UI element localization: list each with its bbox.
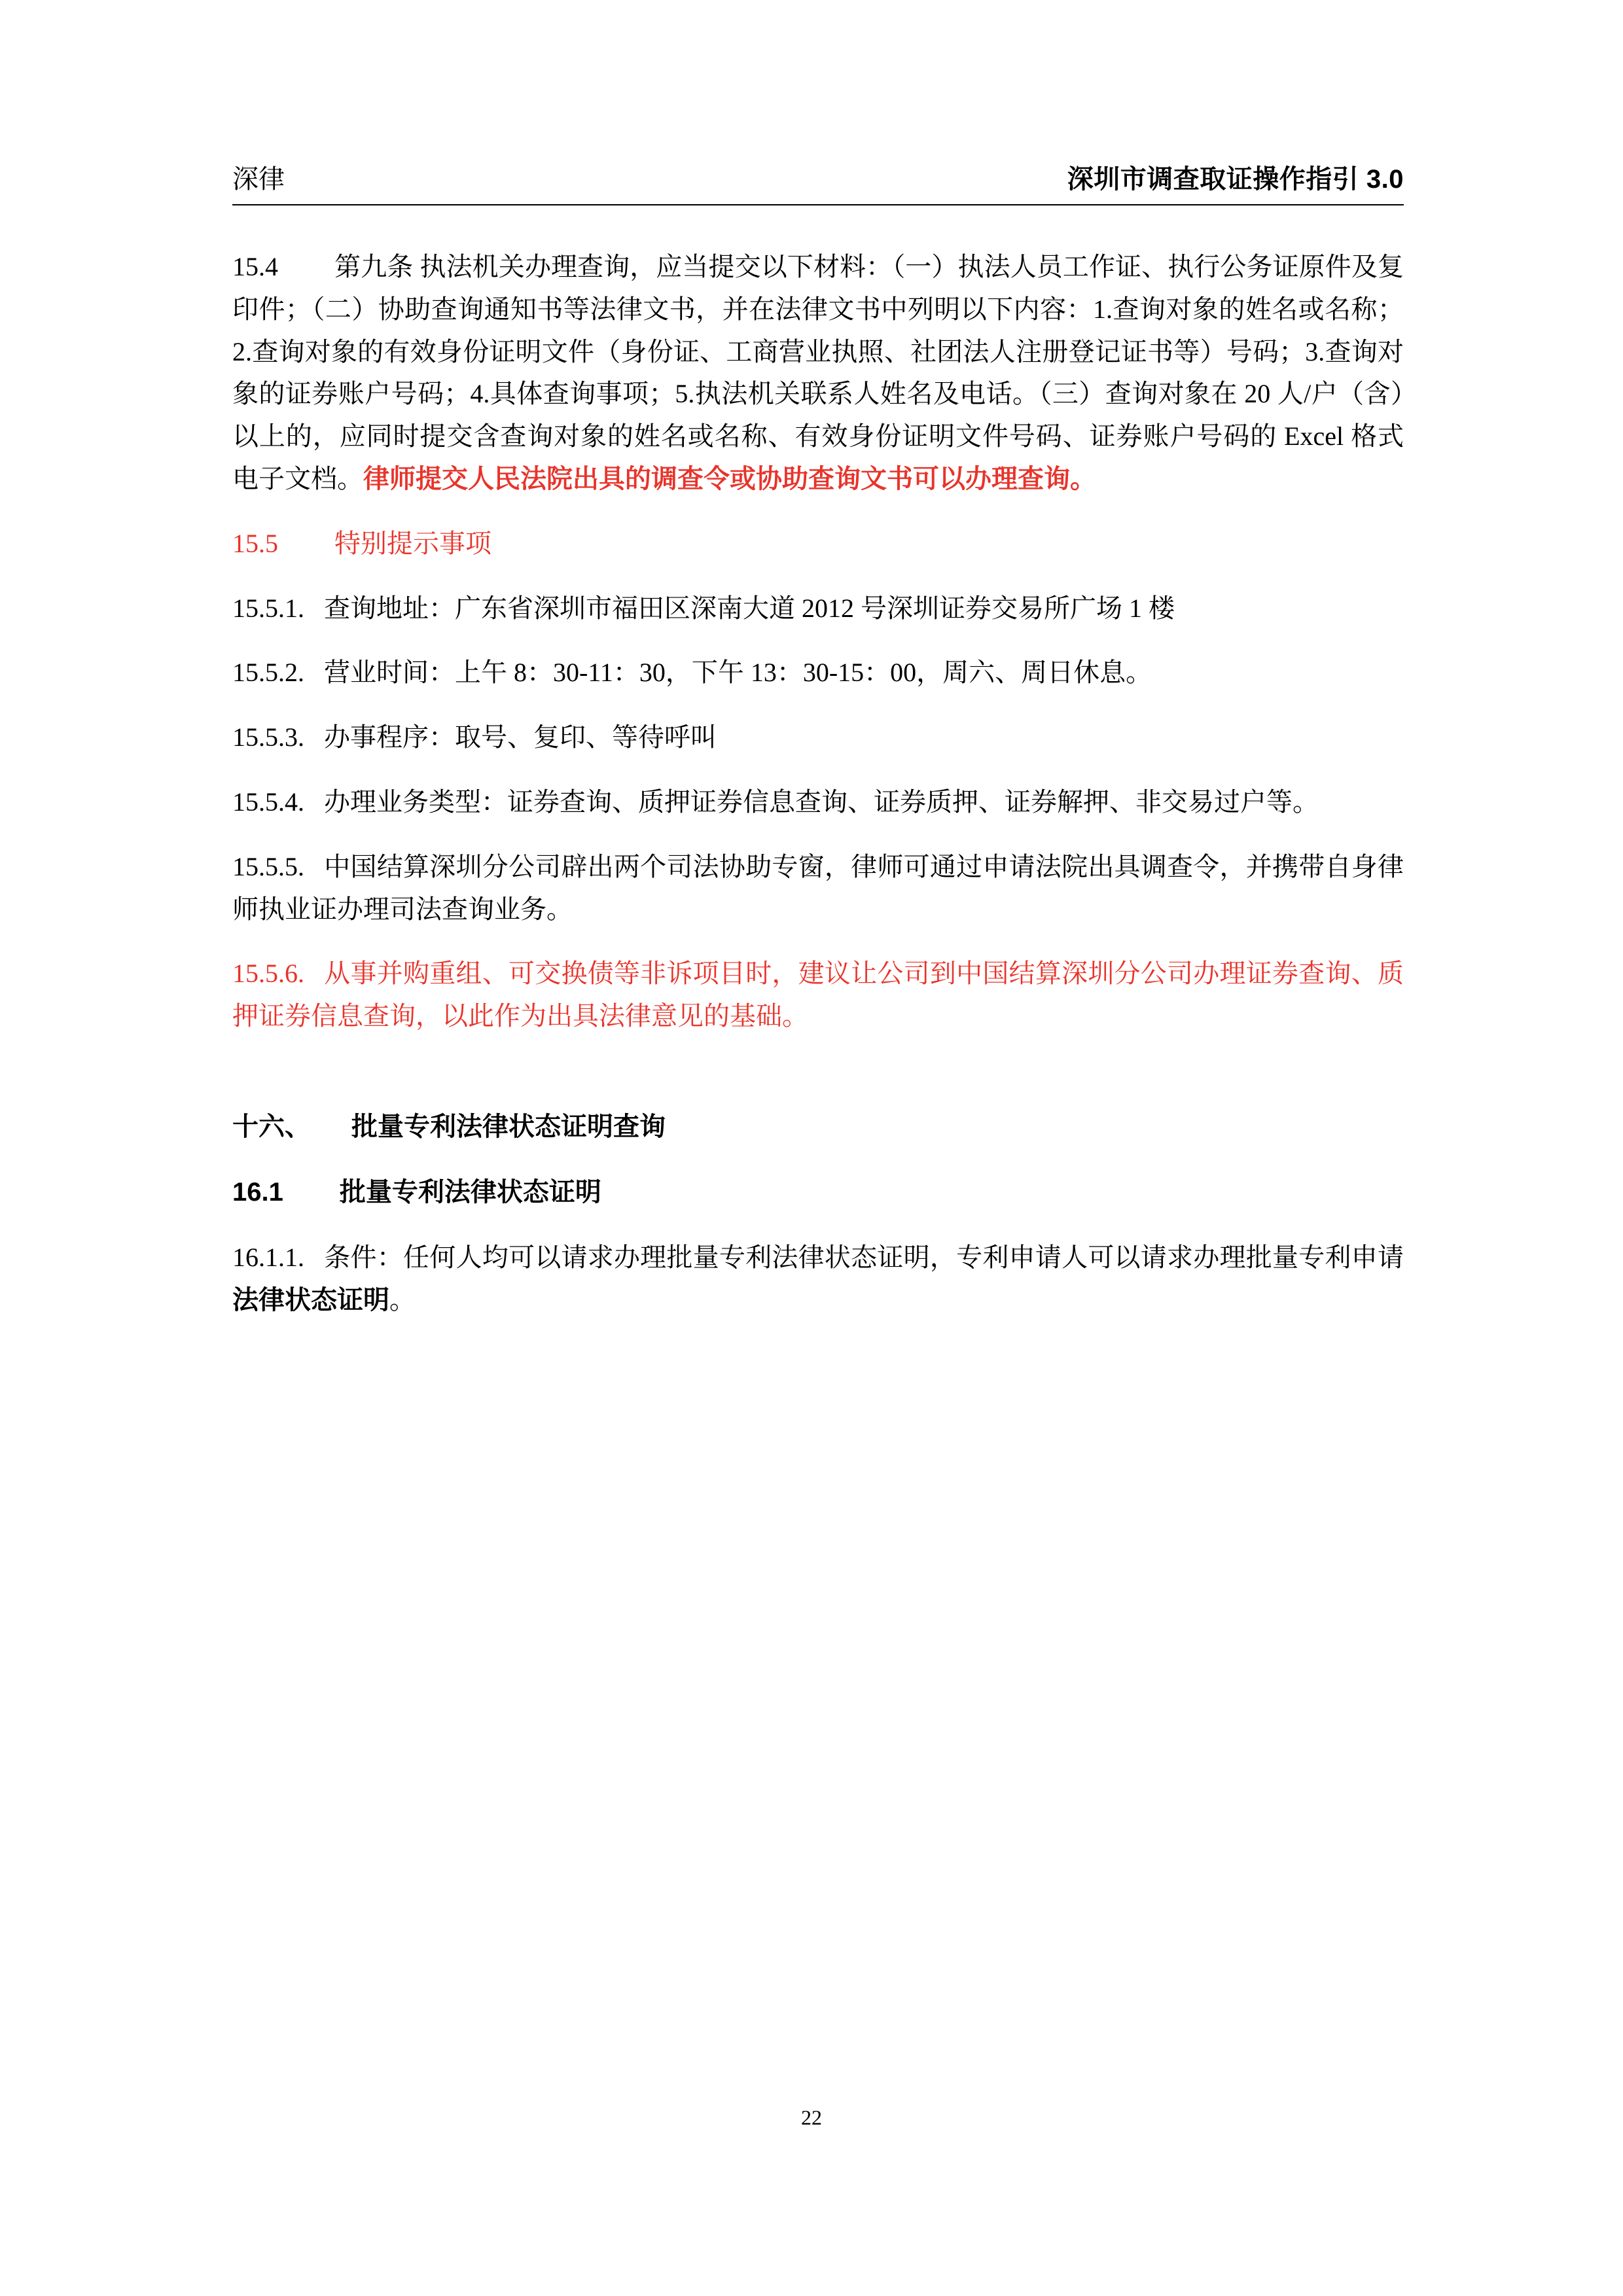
paragraph-16-1-1-number: 16.1.1. [232,1242,304,1272]
paragraph-15-5-6 [232,953,1404,1038]
paragraph-15-5-6-text: 从事并购重组、可交换债等非诉项目时，建议让公司到中国结算深圳分公司办理证券查询、质押证券信息查询，以此作为出具法律意见的基础。 [232,959,1404,1031]
header-divider [232,204,1404,205]
header-left-label: 深律 [232,164,285,194]
heading-section-16-text: 批量专利法律状态证明查询 [351,1112,666,1141]
page-header [232,164,1404,204]
header-right-title: 深圳市调查取证操作指引 3.0 [1067,165,1404,194]
paragraph-15-5-3 [232,716,1404,759]
paragraph-15-5-2-number: 15.5.2. [232,658,304,688]
paragraph-15-5-1-number: 15.5.1. [232,593,304,623]
paragraph-15-5-3-number: 15.5.3. [232,722,304,752]
paragraph-15-5-1-text: 查询地址：广东省深圳市福田区深南大道 2012 号深圳证券交易所广场 1 楼 [324,593,1175,623]
paragraph-15-4-text: 第九条 执法机关办理查询，应当提交以下材料：（一）执法人员工作证、执行公务证原件及复印件；（二）协助查询通知书等法律文书，并在法律文书中列明以下内容：1.查询对象的姓名或名称；2.查询对象的有效身份证明文件（身份证、工商营业执照、社团法人注册登记证书等）号码；3.查询对象的证券账户号码；4.具体查询事项；5.执法机关联系人姓名及电话。（三）查询对象在 20 人/户（含）以上的，应同时提交含查询对象的姓名或名称、有效身份证明文件号码、证券账户号码的 Excel 格式电子文档。 [232,252,1404,493]
paragraph-15-5-1 [232,588,1404,630]
paragraph-15-5-3-text: 办事程序：取号、复印、等待呼叫 [324,722,717,752]
paragraph-16-1-1-text: 条件：任何人均可以请求办理批量专利法律状态证明，专利申请人可以请求办理批量专利申请 [324,1242,1404,1272]
paragraph-15-5-5 [232,846,1404,931]
page-number: 22 [801,2106,822,2129]
heading-section-16-1 [232,1171,1404,1213]
page-content [232,164,1404,1344]
paragraph-16-1-1-emphasis: 法律状态证明 [232,1285,389,1315]
paragraph-15-5 [232,523,1404,565]
paragraph-15-5-text: 特别提示事项 [334,528,491,558]
paragraph-16-1-1-text-end: 。 [389,1284,416,1315]
paragraph-15-5-5-text: 中国结算深圳分公司辟出两个司法协助专窗，律师可通过申请法院出具调查令，并携带自身律师执业证办理司法查询业务。 [232,851,1404,924]
paragraph-15-5-4 [232,781,1404,824]
paragraph-15-5-5-number: 15.5.5. [232,851,304,881]
heading-section-16 [232,1106,1404,1148]
paragraph-15-5-6-number: 15.5.6. [232,959,304,989]
paragraph-15-5-4-text: 办理业务类型：证券查询、质押证券信息查询、证券质押、证券解押、非交易过户等。 [324,786,1319,817]
heading-section-16-1-number: 16.1 [232,1177,283,1207]
section-spacer [232,1060,1404,1106]
paragraph-15-4 [232,246,1404,501]
heading-section-16-1-text: 批量专利法律状态证明 [339,1177,601,1207]
paragraph-16-1-1 [232,1237,1404,1322]
paragraph-15-5-4-number: 15.5.4. [232,786,304,817]
page-footer [0,2106,1623,2130]
paragraph-15-5-number: 15.5 [232,528,278,558]
paragraph-15-4-number: 15.4 [232,252,278,281]
paragraph-15-4-highlight: 律师提交人民法院出具的调查令或协助查询文书可以办理查询。 [363,463,1096,493]
paragraph-15-5-2-text: 营业时间：上午 8：30-11：30，下午 13：30-15：00，周六、周日休息。 [324,658,1152,688]
heading-section-16-number: 十六、 [232,1112,311,1141]
paragraph-15-5-2 [232,652,1404,694]
